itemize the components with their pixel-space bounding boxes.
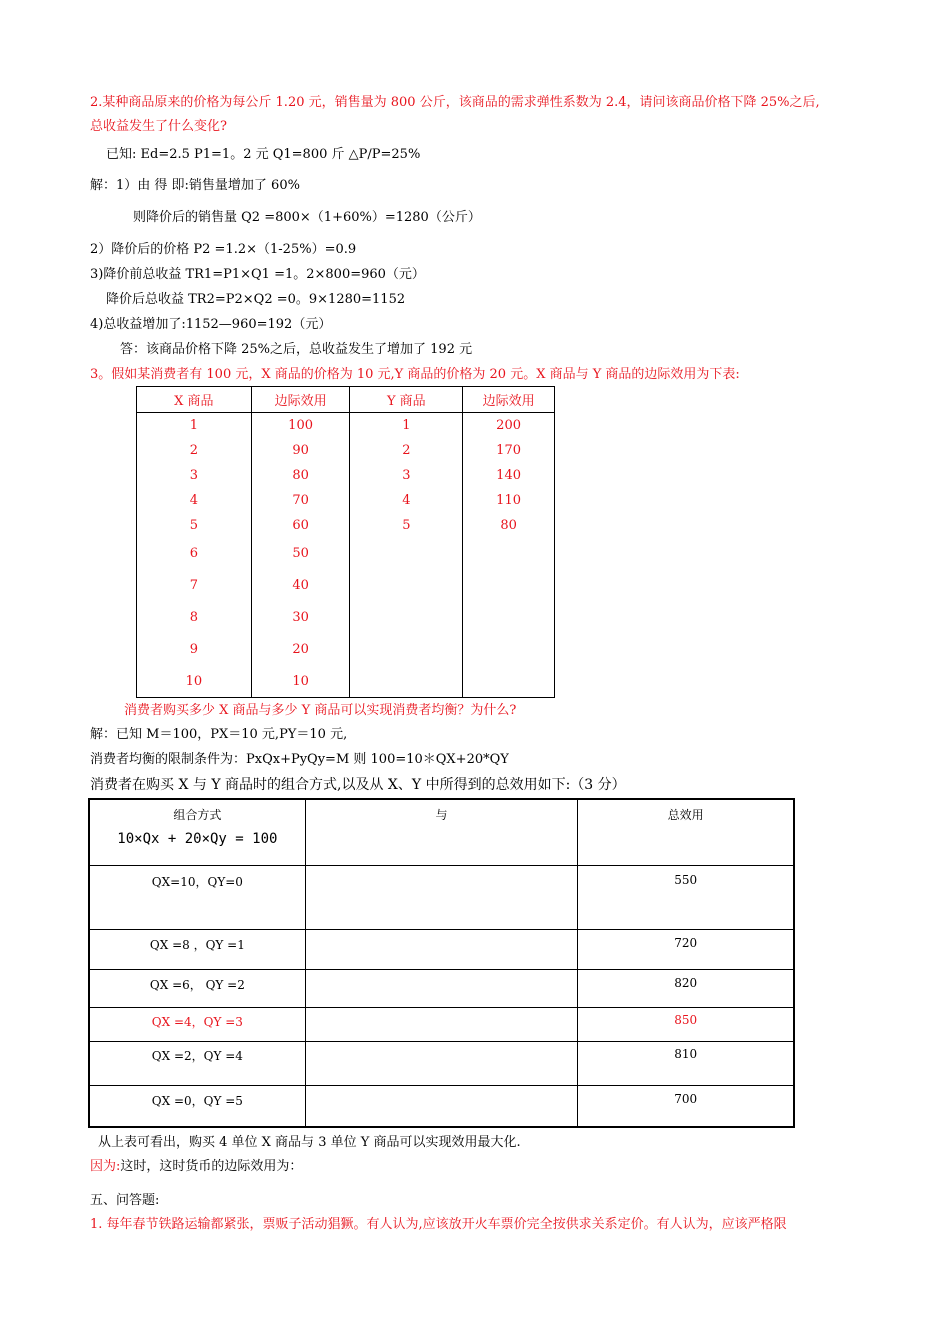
y-unit: 3 — [350, 463, 463, 488]
x-mu: 90 — [251, 438, 350, 463]
q2-title-line2: 总收益发生了什么变化? — [90, 119, 227, 134]
x-mu: 30 — [251, 602, 350, 634]
total-cell: 820 — [578, 969, 794, 1007]
table-row — [137, 438, 555, 463]
x-mu: 10 — [251, 666, 350, 698]
y-unit: 5 — [350, 513, 463, 538]
x-unit: 6 — [137, 538, 252, 570]
total-cell: 700 — [578, 1085, 794, 1127]
q2-answer: 答：该商品价格下降 25%之后，总收益发生了增加了 192 元 — [120, 342, 473, 357]
combo-cell-optimal: QX =4，QY =3 — [89, 1007, 305, 1041]
q3-question: 消费者购买多少 X 商品与多少 Y 商品可以实现消费者均衡？为什么? — [124, 703, 517, 718]
combination-table — [88, 798, 795, 1128]
marginal-utility-table — [136, 386, 555, 698]
total-cell-optimal: 850 — [578, 1007, 794, 1041]
table-row — [137, 488, 555, 513]
x-unit: 3 — [137, 463, 252, 488]
y-unit: 1 — [350, 413, 463, 438]
header-with: 与 — [305, 799, 578, 865]
section5-question-1: 1. 每年春节铁路运输都紧张，票贩子活动猖獗。有人认为,应该放开火车票价完全按供求关系定价。有人认为，应该严格限 — [90, 1217, 787, 1232]
q2-step1b: 则降价后的销售量 Q2 =800×（1+60%）=1280（公斤） — [133, 210, 481, 225]
header-x-mu: 边际效用 — [251, 387, 350, 413]
table-row — [89, 1041, 794, 1085]
y-unit: 2 — [350, 438, 463, 463]
table-row — [89, 929, 794, 969]
header-total-utility: 总效用 — [578, 799, 794, 865]
x-unit: 8 — [137, 602, 252, 634]
q3-conclusion: 从上表可看出，购买 4 单位 X 商品与 3 单位 Y 商品可以实现效用最大化. — [98, 1135, 521, 1150]
x-unit: 9 — [137, 634, 252, 666]
header-combination — [89, 799, 305, 865]
q2-step3: 3)降价前总收益 TR1=P1×Q1 =1。2×800=960（元） — [90, 267, 425, 282]
x-mu: 40 — [251, 570, 350, 602]
y-mu: 170 — [463, 438, 555, 463]
q2-step1: 解：1）由 得 即:销售量增加了 60% — [90, 178, 300, 193]
table-row — [137, 413, 555, 438]
q2-known: 已知: Ed=2.5 P1=1。2 元 Q1=800 斤 △P/P=25% — [106, 147, 421, 162]
table-row — [137, 513, 555, 538]
x-unit: 2 — [137, 438, 252, 463]
table-row — [89, 1007, 794, 1041]
q3-solution-3: 消费者在购买 X 与 Y 商品时的组合方式,以及从 X、Y 中所得到的总效用如下:（3 分） — [90, 777, 626, 793]
header-combination-label: 组合方式 — [173, 808, 222, 822]
table-row — [89, 1085, 794, 1127]
x-mu: 100 — [251, 413, 350, 438]
total-cell: 720 — [578, 929, 794, 969]
header-x-goods: X 商品 — [137, 387, 252, 413]
y-unit: 4 — [350, 488, 463, 513]
q3-solution-1: 解：已知 M＝100，PX＝10 元,PY＝10 元, — [90, 727, 348, 742]
x-unit: 10 — [137, 666, 252, 698]
combo-cell: QX=10，QY=0 — [89, 865, 305, 929]
q2-step4: 4)总收益增加了:1152—960=192（元） — [90, 317, 332, 332]
combo-cell: QX =2，QY =4 — [89, 1041, 305, 1085]
table-row — [137, 666, 555, 698]
table-row — [89, 865, 794, 929]
table-row — [137, 602, 555, 634]
because-label: 因为: — [90, 1159, 121, 1174]
y-mu: 140 — [463, 463, 555, 488]
x-mu: 80 — [251, 463, 350, 488]
table-row — [137, 570, 555, 602]
q2-title-line1: 2.某种商品原来的价格为每公斤 1.20 元，销售量为 800 公斤，该商品的需求弹性系数为 2.4，请问该商品价格下降 25%之后, — [90, 95, 820, 110]
x-unit: 4 — [137, 488, 252, 513]
x-mu: 50 — [251, 538, 350, 570]
combo-cell: QX =6， QY =2 — [89, 969, 305, 1007]
q2-step3b: 降价后总收益 TR2=P2×Q2 =0。9×1280=1152 — [106, 292, 406, 307]
q3-because — [90, 1158, 302, 1176]
table-row — [137, 634, 555, 666]
total-cell: 550 — [578, 865, 794, 929]
x-mu: 20 — [251, 634, 350, 666]
section5-title: 五、问答题: — [90, 1193, 160, 1208]
x-unit: 5 — [137, 513, 252, 538]
header-y-goods: Y 商品 — [350, 387, 463, 413]
table-header-row — [89, 799, 794, 865]
y-mu: 200 — [463, 413, 555, 438]
table-row — [89, 969, 794, 1007]
y-mu: 110 — [463, 488, 555, 513]
header-y-mu: 边际效用 — [463, 387, 555, 413]
because-text: 这时，这时货币的边际效用为： — [120, 1159, 303, 1174]
combination-formula: 10×Qx + 20×Qy = 100 — [117, 831, 278, 847]
total-cell: 810 — [578, 1041, 794, 1085]
combo-cell: QX =0，QY =5 — [89, 1085, 305, 1127]
y-mu: 80 — [463, 513, 555, 538]
combo-cell: QX =8 ，QY =1 — [89, 929, 305, 969]
x-mu: 70 — [251, 488, 350, 513]
table-row — [137, 463, 555, 488]
table-row — [137, 538, 555, 570]
x-unit: 1 — [137, 413, 252, 438]
x-unit: 7 — [137, 570, 252, 602]
x-mu: 60 — [251, 513, 350, 538]
q3-solution-2: 消费者均衡的限制条件为：PxQx+PyQy=M 则 100=10＊QX+20*QY — [90, 752, 509, 767]
table-header-row — [137, 387, 555, 413]
q3-title: 3。假如某消费者有 100 元，X 商品的价格为 10 元,Y 商品的价格为 20 元。X 商品与 Y 商品的边际效用为下表: — [90, 367, 740, 382]
q2-step2: 2）降价后的价格 P2 =1.2×（1-25%）=0.9 — [90, 242, 357, 257]
